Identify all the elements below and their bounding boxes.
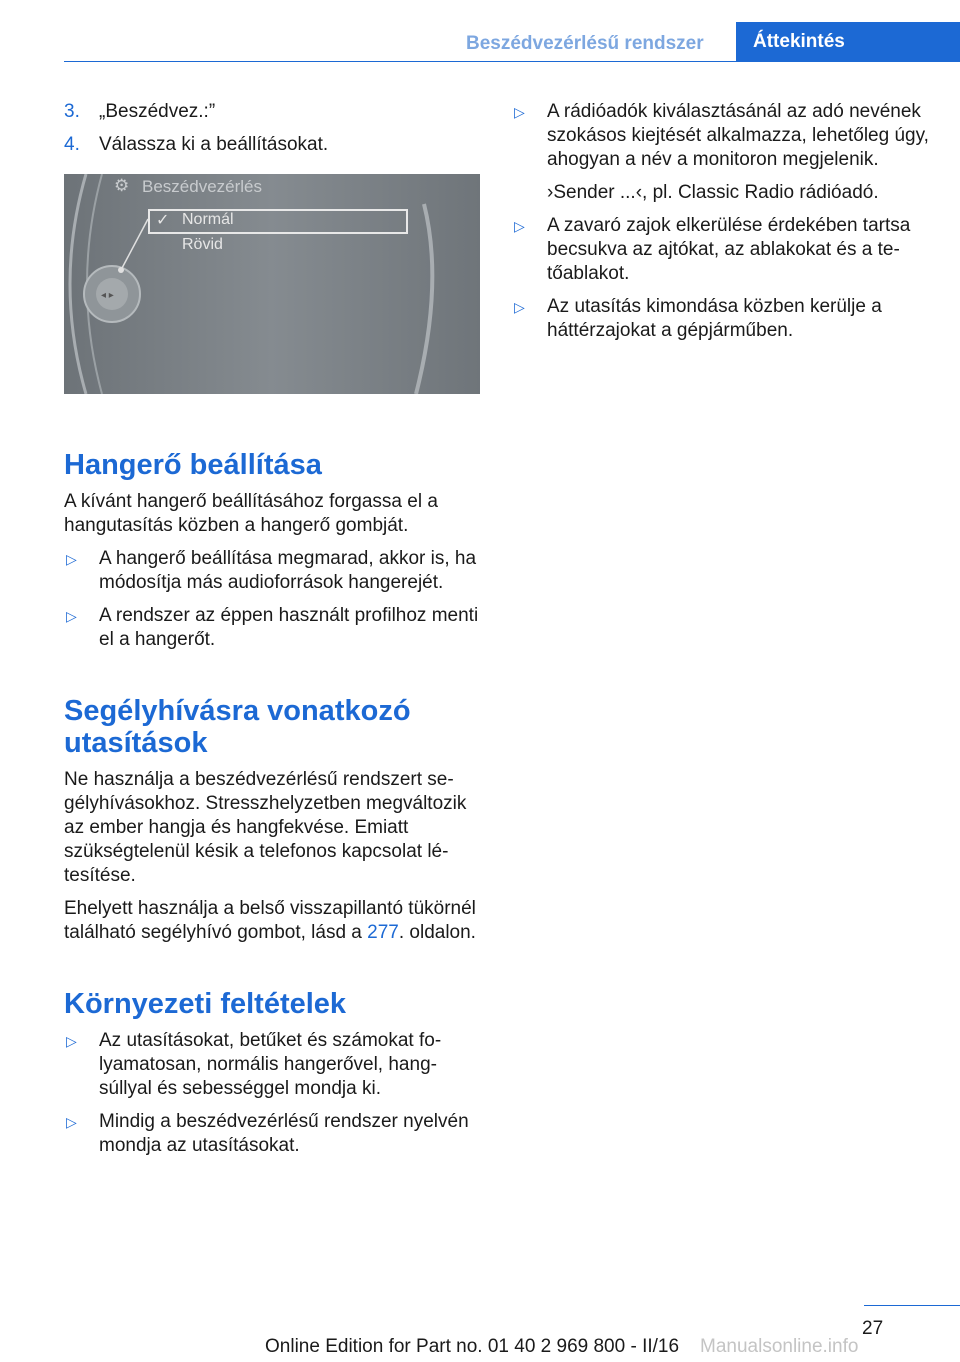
heading-environment: Környezeti feltételek bbox=[64, 988, 347, 1020]
triangle-bullet-icon: ▷ bbox=[514, 104, 525, 120]
header-chapter-label: Áttekintés bbox=[753, 31, 845, 52]
header-section-title: Beszédvezérlésű rendszer bbox=[466, 33, 704, 54]
page-number: 27 bbox=[862, 1318, 884, 1339]
bullet-text: A rendszer az éppen használt profilhoz menti el a hangerőt. bbox=[99, 605, 479, 650]
bullet-text: A rádióadók kiválasztásánál az adó nevének szokásos kiejtését alkalmazza, lehetőleg úgy, ahogyan a név a monitoron megjelenik. bbox=[547, 101, 929, 170]
bullet-item bbox=[512, 214, 932, 286]
triangle-bullet-icon: ▷ bbox=[514, 218, 525, 234]
emergency-text-end: . oldalon. bbox=[398, 922, 476, 943]
bullet-item bbox=[64, 547, 480, 595]
bullet-text: Az utasításokat, betűket és számokat folyamatosan, normális hangerővel, hangsúllyal és sebességgel mondja ki. bbox=[99, 1030, 442, 1099]
emergency-paragraph-1: Ne használja a beszédvezérlésű rendszert segélyhívásokhoz. Stresszhelyzetben megváltozik az ember hangja és hangfekvése. Emiatt szükségtelenül késik a telefonos kapcsolat létesítése. bbox=[64, 769, 467, 886]
right-column bbox=[512, 100, 932, 352]
triangle-bullet-icon: ▷ bbox=[66, 1114, 77, 1130]
svg-text:◂ ▸: ◂ ▸ bbox=[101, 290, 114, 301]
option-short: Rövid bbox=[182, 236, 223, 253]
gear-icon: ⚙ bbox=[114, 176, 130, 195]
bullet-text: Mindig a beszédvezérlésű rendszer nyelvén mondja az utasításokat. bbox=[99, 1111, 469, 1156]
step-text: „Beszédvez.:” bbox=[99, 101, 216, 122]
header-chapter-tab bbox=[736, 22, 960, 62]
step-item bbox=[64, 100, 480, 124]
heading-volume: Hangerő beállítása bbox=[64, 449, 322, 481]
screen-title: Beszédvezérlés bbox=[142, 177, 263, 196]
emergency-text-start: Ehelyett használja a belső visszapillantó tükörnél található segélyhívó gombot, lásd a bbox=[64, 898, 476, 943]
triangle-bullet-icon: ▷ bbox=[66, 551, 77, 567]
header-rule bbox=[64, 61, 960, 62]
bullet-text: A hangerő beállítása megmarad, akkor is, ha módosítja más audioforrások hangerejét. bbox=[99, 548, 477, 593]
bullet-text: Az utasítás kimondása közben kerülje a háttérzajokat a gépjárműben. bbox=[547, 296, 882, 341]
bullet-subtext: ›Sender ...‹, pl. Classic Radio rádióadó. bbox=[547, 182, 879, 203]
bullet-item bbox=[64, 1029, 480, 1101]
option-normal: Normál bbox=[182, 211, 234, 228]
footer-rule bbox=[864, 1305, 960, 1306]
bullet-text: A zavaró zajok elkerülése érdekében tartsa becsukva az ajtókat, az ablakokat és a tetőablakot. bbox=[547, 215, 911, 284]
triangle-bullet-icon: ▷ bbox=[66, 1033, 77, 1049]
bullet-item bbox=[512, 100, 932, 172]
emergency-paragraph-2 bbox=[64, 897, 480, 945]
page-reference-link[interactable]: 277 bbox=[367, 922, 399, 943]
step-item bbox=[64, 133, 480, 157]
step-number: 3. bbox=[64, 101, 80, 122]
volume-intro: A kívánt hangerő beállításához forgassa el a hangutasítás közben a hangerő gombját. bbox=[64, 491, 438, 536]
step-number: 4. bbox=[64, 134, 80, 155]
heading-emergency: Segélyhívásra vonatkozó utasítások bbox=[64, 695, 411, 759]
bullet-item bbox=[64, 604, 480, 652]
idrive-screenshot bbox=[64, 174, 480, 394]
bullet-item bbox=[512, 295, 932, 343]
footer-watermark: Manualsonline.info bbox=[700, 1336, 859, 1357]
checkmark-icon: ✓ bbox=[156, 212, 170, 229]
footer-edition: Online Edition for Part no. 01 40 2 969 800 - II/16 bbox=[265, 1336, 680, 1357]
bullet-item bbox=[64, 1110, 480, 1158]
triangle-bullet-icon: ▷ bbox=[66, 608, 77, 624]
triangle-bullet-icon: ▷ bbox=[514, 299, 525, 315]
step-text: Válassza ki a beállításokat. bbox=[99, 134, 329, 155]
screen-backdrop bbox=[64, 174, 480, 394]
left-column bbox=[64, 100, 480, 1167]
